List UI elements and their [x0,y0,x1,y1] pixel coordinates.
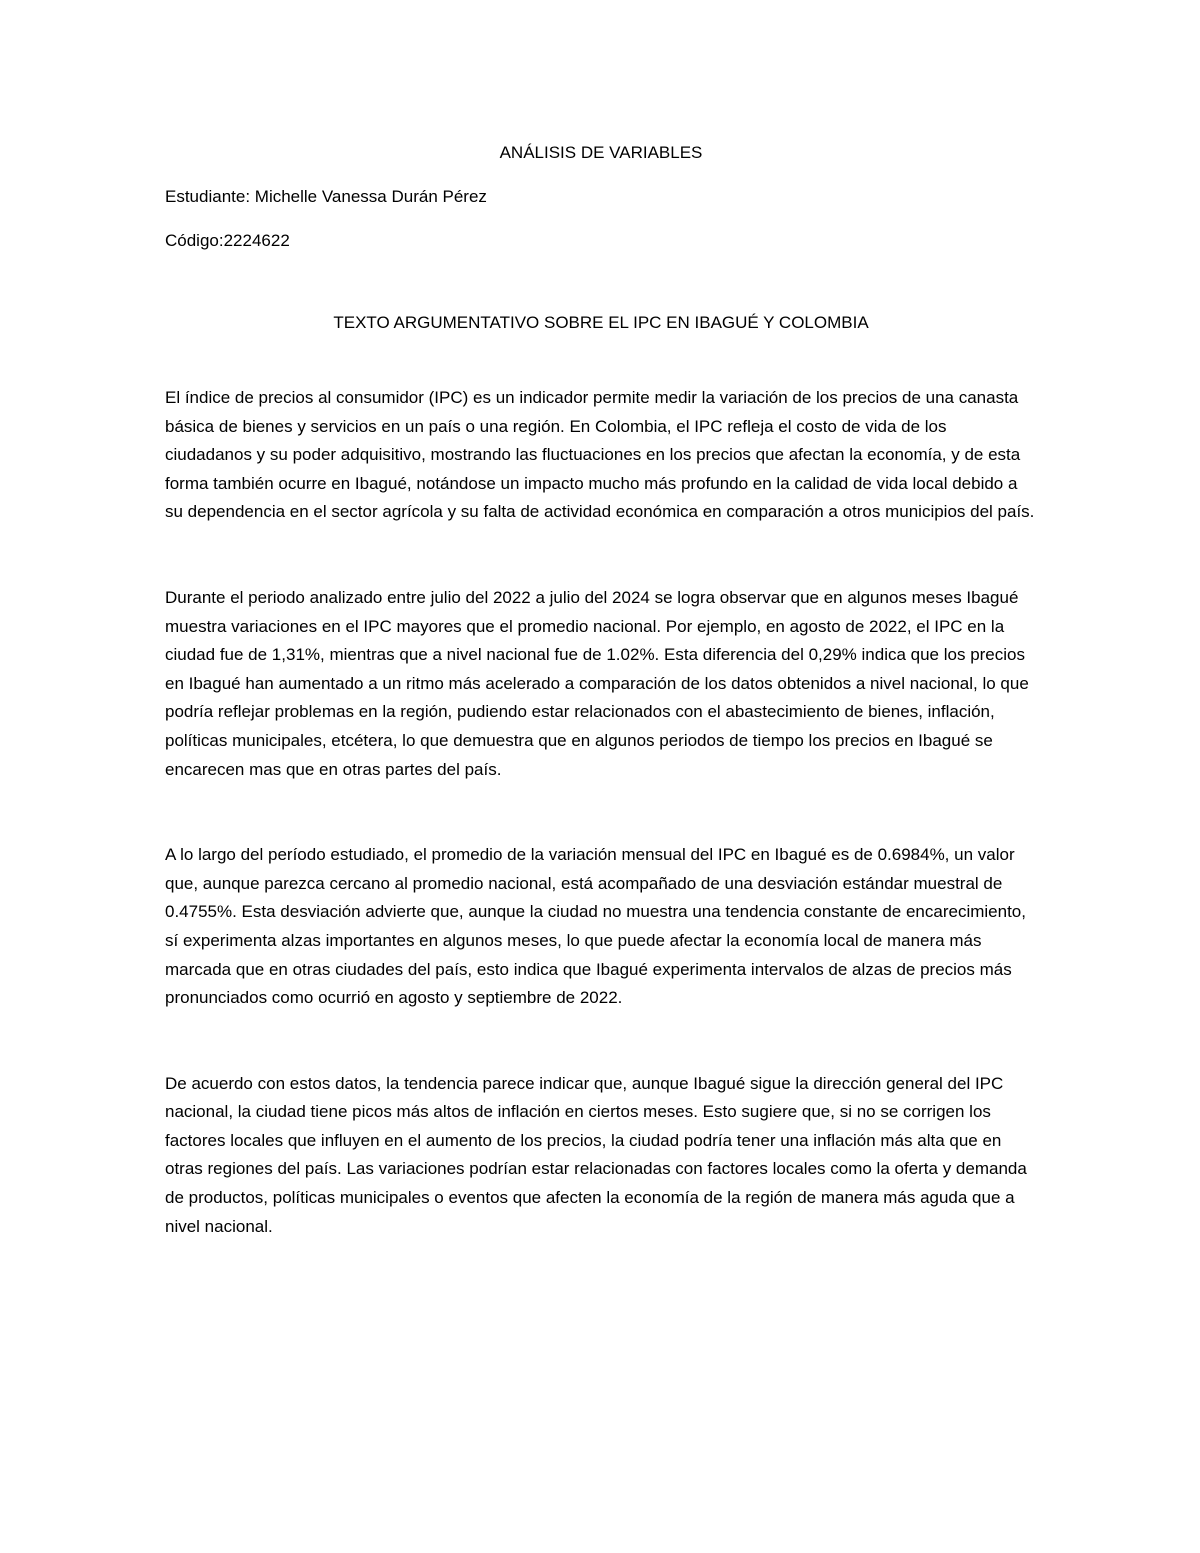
document-title: ANÁLISIS DE VARIABLES [499,143,703,162]
paragraph-intro: El índice de precios al consumidor (IPC) es un indicador permite medir la variación de los precios de una canasta básica de bienes y servicios en un país o una región. En Colombia, el IPC refleja el costo de vida de los ciudadanos y su poder adquisitivo, mostrando las fluctuaciones en los precios que afectan la economía, y de esta forma también ocurre en Ibagué, notándose un impacto mucho más profundo en la calidad de vida local debido a su dependencia en el sector agrícola y su falta de actividad económica en comparación a otros municipios del país. [165,388,1035,522]
student-name-line: Estudiante: Michelle Vanessa Durán Pérez [165,187,487,206]
paragraph-conclusion: De acuerdo con estos datos, la tendencia parece indicar que, aunque Ibagué sigue la dirección general del IPC nacional, la ciudad tiene picos más altos de inflación en ciertos meses. Esto sugiere que, si no se corrigen los factores locales que influyen en el aumento de los precios, la ciudad podría tener una inflación más alta que en otras regiones del país. Las variaciones podrían estar relacionadas con factores locales como la oferta y demanda de productos, políticas municipales o eventos que afecten la economía de la región de manera más aguda que a nivel nacional. [165,1073,1027,1236]
document-subtitle: TEXTO ARGUMENTATIVO SOBRE EL IPC EN IBAGUÉ Y COLOMBIA [333,313,869,332]
student-code-line: Código:2224622 [165,231,290,250]
paragraph-period-analysis: Durante el periodo analizado entre julio del 2022 a julio del 2024 se logra observar que en algunos meses Ibagué muestra variaciones en el IPC mayores que el promedio nacional. Por ejemplo, en agosto de 2022, el IPC en la ciudad fue de 1,31%, mientras que a nivel nacional fue de 1.02%. Esta diferencia del 0,29% indica que los precios en Ibagué han aumentado a un ritmo más acelerado a comparación de los datos obtenidos a nivel nacional, lo que podría reflejar problemas en la región, pudiendo estar relacionados con el abastecimiento de bienes, inflación, políticas municipales, etcétera, lo que demuestra que en algunos periodos de tiempo los precios en Ibagué se encarecen mas que en otras partes del país. [165,587,1029,779]
paragraph-statistics: A lo largo del período estudiado, el promedio de la variación mensual del IPC en Ibagué es de 0.6984%, un valor que, aunque parezca cercano al promedio nacional, está acompañado de una desviación estándar muestral de 0.4755%. Esta desviación advierte que, aunque la ciudad no muestra una tendencia constante de encarecimiento, sí experimenta alzas importantes en algunos meses, lo que puede afectar la economía local de manera más marcada que en otras ciudades del país, esto indica que Ibagué experimenta intervalos de alzas de precios más pronunciados como ocurrió en agosto y septiembre de 2022. [165,845,1026,1008]
document-body [165,140,1037,1298]
